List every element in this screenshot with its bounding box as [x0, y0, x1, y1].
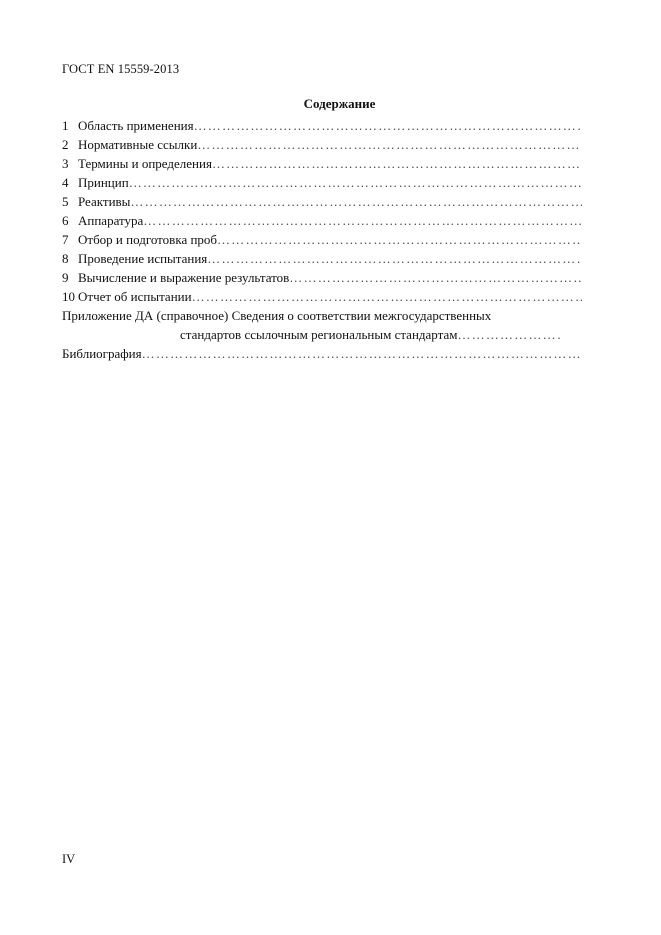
- toc-item-number: 10: [62, 289, 75, 304]
- toc-leader-dots: [192, 287, 582, 306]
- toc-leader-dots: [217, 230, 582, 249]
- toc-item-procedure[interactable]: [62, 249, 582, 268]
- document-code-header: ГОСТ EN 15559-2013: [62, 62, 180, 76]
- toc-item-number: 9: [62, 270, 69, 285]
- toc-item-label: Область применения: [78, 118, 194, 133]
- table-of-contents: [62, 116, 582, 363]
- toc-leader-dots: [207, 249, 582, 268]
- toc-title: Содержание: [303, 96, 376, 111]
- toc-item-number: 7: [62, 232, 69, 247]
- toc-item-number: 6: [62, 213, 69, 228]
- toc-item-label: Аппаратура: [78, 213, 144, 228]
- toc-item-normative-refs[interactable]: [62, 135, 582, 154]
- toc-item-calculation[interactable]: [62, 268, 582, 287]
- toc-item-scope[interactable]: [62, 116, 582, 135]
- toc-item-bibliography[interactable]: [62, 344, 582, 363]
- toc-item-reagents[interactable]: [62, 192, 582, 211]
- toc-leader-dots: [457, 325, 560, 344]
- toc-leader-dots: [197, 135, 582, 154]
- toc-leader-dots: [212, 154, 582, 173]
- toc-leader-dots: [289, 268, 582, 287]
- toc-leader-dots: [143, 211, 582, 230]
- toc-appendix-title: Приложение ДА (справочное) Сведения о соответствии межгосударственных: [62, 308, 492, 323]
- toc-item-label: Принцип: [78, 175, 129, 190]
- toc-item-sampling[interactable]: [62, 230, 582, 249]
- toc-leader-dots: [142, 344, 582, 363]
- toc-leader-dots: [130, 192, 582, 211]
- toc-item-terms[interactable]: [62, 154, 582, 173]
- toc-leader-dots: [194, 116, 582, 135]
- toc-item-number: 1: [62, 118, 69, 133]
- toc-item-test-report[interactable]: [62, 287, 582, 306]
- toc-item-label: Проведение испытания: [78, 251, 208, 266]
- toc-leader-dots: [129, 173, 582, 192]
- toc-item-number: 3: [62, 156, 69, 171]
- toc-item-number: 4: [62, 175, 69, 190]
- toc-item-label: Нормативные ссылки: [78, 137, 198, 152]
- toc-item-label: Отчет об испытании: [78, 289, 192, 304]
- toc-item-appendix[interactable]: [62, 306, 582, 344]
- toc-item-apparatus[interactable]: [62, 211, 582, 230]
- toc-item-label: Отбор и подготовка проб: [78, 232, 218, 247]
- toc-item-number: 5: [62, 194, 69, 209]
- toc-appendix-subtitle: стандартов ссылочным региональным стандартам: [180, 327, 458, 342]
- toc-item-label: Вычисление и выражение результатов: [78, 270, 290, 285]
- toc-item-number: 8: [62, 251, 69, 266]
- toc-item-number: 2: [62, 137, 69, 152]
- toc-item-label: Термины и определения: [78, 156, 212, 171]
- toc-item-label: Реактивы: [78, 194, 131, 209]
- page-number: IV: [62, 852, 76, 866]
- toc-item-principle[interactable]: [62, 173, 582, 192]
- toc-item-label: Библиография: [62, 346, 142, 361]
